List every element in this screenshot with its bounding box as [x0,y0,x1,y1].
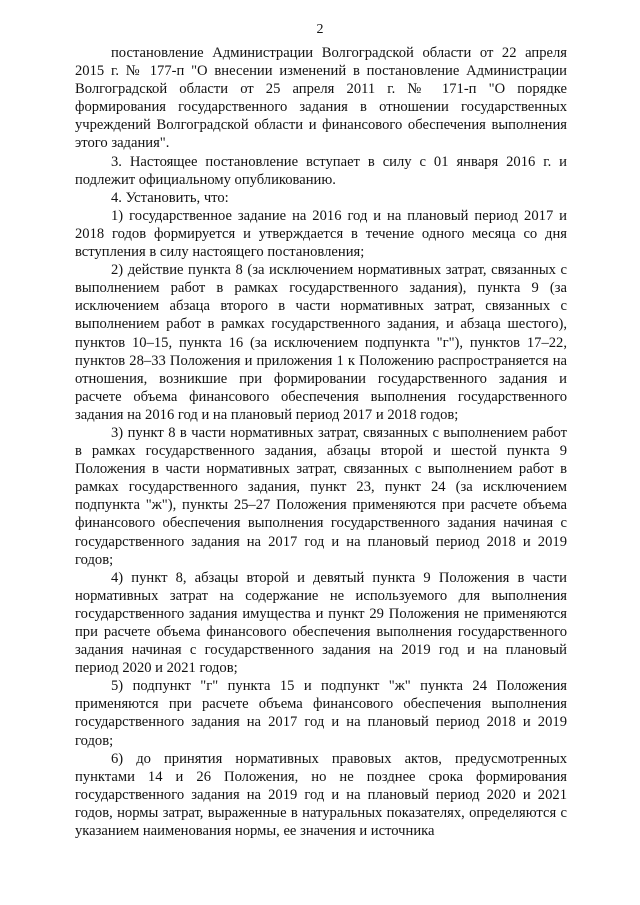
paragraph-continuation: постановление Администрации Волгоградской области от 22 апреля 2015 г. № 177-п "О внесении изменений в постановление Администрации Волгоградской области от 25 апреля 2011 г. № 171-п "О порядке формирования государственного задания в отношении государственных учреждений Волгоградской области и финансового обеспечения выполнения этого задания". [75,45,567,152]
paragraph-subclause-5: 5) подпункт "г" пункта 15 и подпункт "ж" пункта 24 Положения применяются при расчете объема финансового обеспечения выполнения государственного задания на 2017 год и на плановый период 2018 и 2019 годов; [75,678,567,749]
paragraph-subclause-2: 2) действие пункта 8 (за исключением нормативных затрат, связанных с выполнением работ в рамках государственного задания), пункта 9 (за исключением абзаца второго в части нормативных затрат, связанных с выполнением работ в рамках государственного задания, и абзаца шестого), пунктов 10–15, пункта 16 (за исключением подпункта "г"), пунктов 17–22, пунктов 28–33 Положения и приложения 1 к Положению распространяется на отношения, возникшие при формировании государственного задания и расчете объема финансового обеспечения выполнения государственного задания на 2016 год и на плановый период 2017 и 2018 годов; [75,262,567,423]
paragraph-clause-4: 4. Установить, что: [111,189,229,206]
paragraph-subclause-3: 3) пункт 8 в части нормативных затрат, связанных с выполнением работ в рамках государственного задания, абзацы второй и шестой пункта 9 Положения в части нормативных затрат, связанных с выполнением работ в рамках государственного задания, пункт 23, пункт 24 (за исключением подпункта "ж"), пункты 25–27 Положения применяются при расчете объема финансового обеспечения выполнения государственного задания начиная с государственного задания на 2017 год и на плановый период 2018 и 2019 годов; [75,424,567,568]
paragraph-clause-3: 3. Настоящее постановление вступает в силу с 01 января 2016 г. и подлежит официальному опубликованию. [75,153,567,188]
paragraph-subclause-4: 4) пункт 8, абзацы второй и девятый пункта 9 Положения в части нормативных затрат на содержание не используемого для выполнения государственного задания имущества и пункт 29 Положения не применяются при расчете объема финансового обеспечения выполнения государственного задания начиная с государственного задания на 2019 год и на плановый период 2020 и 2021 годов; [75,569,567,677]
page-number: 2 [316,22,324,37]
document-body [75,44,567,840]
paragraph-subclause-1: 1) государственное задание на 2016 год и на плановый период 2017 и 2018 годов формируется и утверждается в течение одного месяца со дня вступления в силу настоящего постановления; [75,207,567,261]
paragraph-subclause-6: 6) до принятия нормативных правовых актов, предусмотренных пунктами 14 и 26 Положения, но не позднее срока формирования государственного задания на 2019 год и на плановый период 2020 и 2021 годов, нормы затрат, выраженные в натуральных показателях, определяются с указанием наименования нормы, ее значения и источника [75,750,567,840]
